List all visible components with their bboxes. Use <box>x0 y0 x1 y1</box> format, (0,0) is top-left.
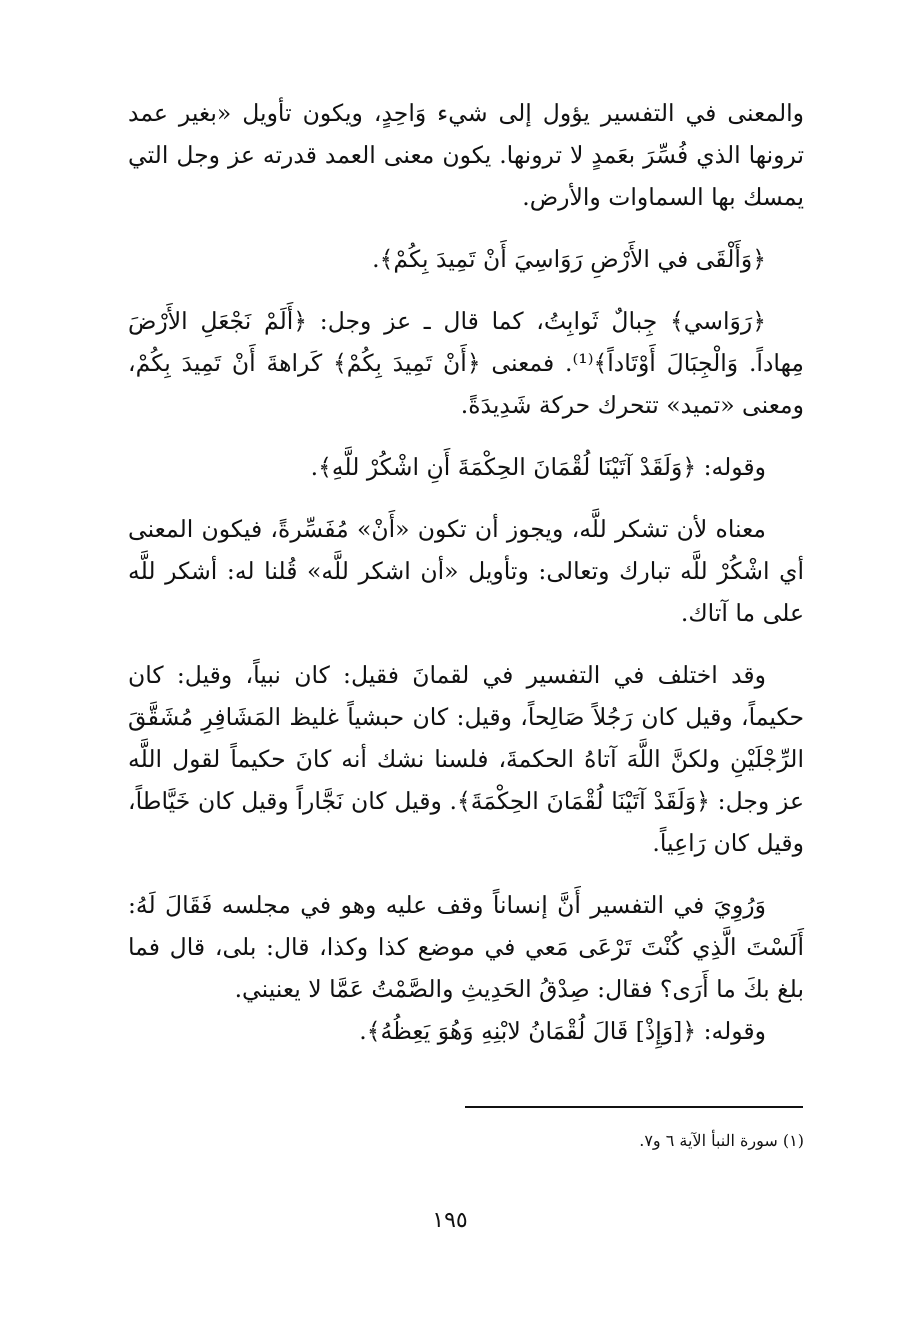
page-body <box>128 92 804 1052</box>
paragraph-4: وقوله: ﴿وَلَقَدْ آتَيْنَا لُقْمَانَ الحِكْمَةَ أَنِ اشْكُرْ للَّهِ﴾. <box>310 453 766 481</box>
paragraph-3: ﴿رَوَاسي﴾ جِبالٌ ثَوابِتُ، كما قال ـ عز وجل: ﴿أَلَمْ نَجْعَلِ الأَرْضَ مِهاداً. وَالْجِبَالَ أَوْتَاداً﴾⁽¹⁾. فمعنى ﴿أَنْ تَمِيدَ بِكُمْ﴾ كَراهةَ أَنْ تَمِيدَ بِكُمْ، ومعنى «تميد» تتحرك حركة شَدِيدَةً. <box>128 307 804 419</box>
paragraph-8: وقوله: ﴿[وَإِذْ] قَالَ لُقْمَانُ لابْنِهِ وَهُوَ يَعِظُهُ﴾. <box>359 1017 766 1045</box>
paragraph-6: وقد اختلف في التفسير في لقمانَ فقيل: كان نبياً، وقيل: كان حكيماً، وقيل كان رَجُلاً صَالِحاً، وقيل: كان حبشياً غليظ المَشَافِرِ مُشَقَّقَ الرِّجْلَيْنِ ولكنَّ اللَّهَ آتاهُ الحكمةَ، فلسنا نشك أنه كانَ حكيماً لقول اللَّه عز وجل: ﴿وَلَقَدْ آتَيْنَا لُقْمَانَ الحِكْمَةَ﴾. وقيل كان نَجَّاراً وقيل كان خَيَّاطاً، وقيل كان رَاعِياً. <box>128 661 804 857</box>
paragraph-5: معناه لأن تشكر للَّه، ويجوز أن تكون «أَنْ» مُفَسِّرةً، فيكون المعنى أي اشْكُرْ للَّه تبارك وتعالى: وتأويل «أن اشكر للَّه» قُلنا له: أشكر للَّه على ما آتاك. <box>128 515 804 627</box>
footnote-divider <box>465 1106 803 1108</box>
page-number: ١٩٥ <box>432 1208 468 1233</box>
paragraph-1: والمعنى في التفسير يؤول إلى شيء وَاحِدٍ، ويكون تأويل «بغير عمد ترونها الذي فُسِّرَ بعَمدٍ لا ترونها. يكون معنى العمد قدرته عز وجل التي يمسك بها السماوات والأرض. <box>128 99 804 211</box>
paragraph-2: ﴿وَأَلْقَى في الأَرْضِ رَوَاسِيَ أَنْ تَمِيدَ بِكُمْ﴾. <box>372 245 766 273</box>
paragraph-7: وَرُوِيَ في التفسير أَنَّ إنساناً وقف عليه وهو في مجلسه فَقَالَ لَهُ: أَلَسْتَ الَّذِي كُنْتَ تَرْعَى مَعي في موضع كذا وكذا، قال: بلى، قال فما بلغ بكَ ما أَرَى؟ فقال: صِدْقُ الحَدِيثِ والصَّمْتُ عَمَّا لا يعنيني. <box>128 891 804 1003</box>
footnote: (١) سورة النبأ الآية ٦ و٧. <box>639 1131 804 1150</box>
